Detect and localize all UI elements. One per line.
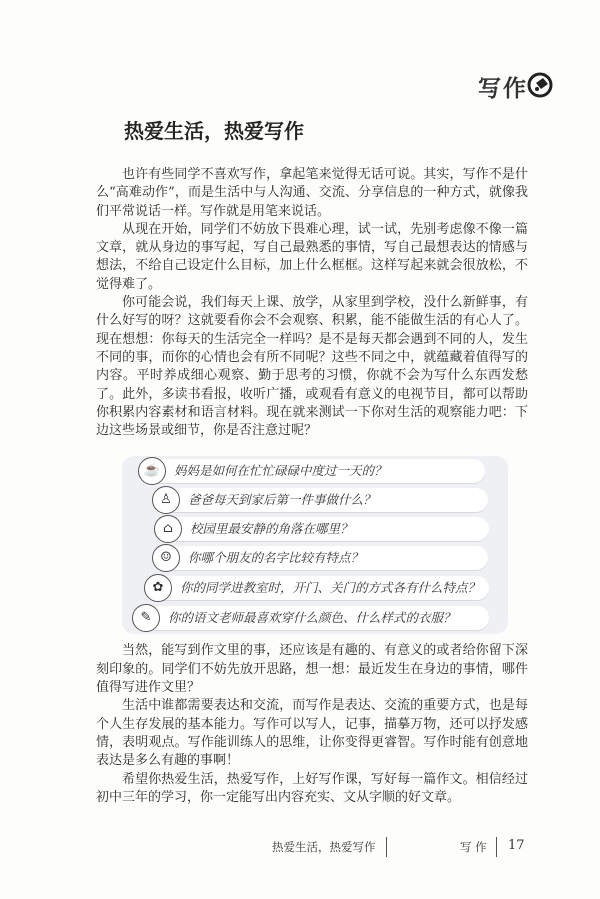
- page-title: 热爱生活，热爱写作: [124, 119, 304, 143]
- paragraph: 你可能会说，我们每天上课、放学，从家里到学校，没什么新鲜事，有什么好写的呀？这就要看你会不会观察、积累，能不能做生活的有心人了。现在想想：你每天的生活完全一样吗？是不是每天都会遇到不同的人，发生不同的事，而你的心情也会有所不同呢？这些不同之中，就蕴藏着值得写的内容。平时养成细心观察、勤于思考的习惯，你就不会为写什么东西发愁了。此外，多读书看报，收听广播，或观看有意义的电视节目，都可以帮助你积累内容素材和语言材料。现在就来测试一下你对生活的观察能力吧：下边这些场景或细节，你是否注意过呢？: [96, 295, 528, 439]
- question-item: ⌂ 校园里最安静的角落在哪里？: [156, 517, 489, 541]
- campus-corner-icon: ⌂: [154, 515, 182, 543]
- writing-section-icon: [527, 72, 553, 98]
- friend-illustration-icon: ☺: [152, 544, 180, 572]
- paragraph: 希望你热爱生活，热爱写作，上好写作课，写好每一篇作文。相信经过初中三年的学习，你一定能写出内容充实、文从字顺的好文章。: [96, 771, 528, 805]
- section-header: 写作: [478, 76, 528, 102]
- door-illustration-icon: ✿: [144, 574, 172, 602]
- question-item: ♙ 爸爸每天到家后第一件事做什么？: [154, 488, 488, 512]
- closing-text: [96, 642, 528, 807]
- father-illustration-icon: ♙: [152, 486, 180, 514]
- footer-section: 写 作: [460, 840, 487, 855]
- question-item: ✿ 你的同学进教室时，开门、关门的方式各有什么特点？: [146, 576, 489, 600]
- paragraph: 也许有些同学不喜欢写作，拿起笔来觉得无话可说。其实，写作不是什么“高难动作”，而是生活中与人沟通、交流、分享信息的一种方式，就像我们平常说话一样。写作就是用笔来说话。: [96, 167, 528, 219]
- question-item: ☕ 妈妈是如何在忙忙碌碌中度过一天的？: [140, 459, 485, 483]
- question-item: ✎ 你的语文老师最喜欢穿什么颜色、什么样式的衣服？: [134, 606, 489, 630]
- footer-divider: [496, 837, 497, 857]
- paragraph: 生活中谁都需要表达和交流，而写作是表达、交流的重要方式，也是每个人生存发展的基本能力。写作可以写人，记事，描摹万物，还可以抒发感情，表明观点。写作能训练人的思维，让你变得更睿智。写作时能有创意地表达是多么有趣的事啊！: [96, 698, 528, 769]
- page-number: 17: [508, 838, 525, 854]
- paragraph: 从现在开始，同学们不妨放下畏难心理，试一试，先别考虑像不像一篇文章，就从身边的事写起，写自己最熟悉的事情，写自己最想表达的情感与想法，不给自己设定什么目标，加上什么框框。这样写起来就会很放松，不觉得难了。: [96, 221, 528, 292]
- question-item: ☺ 你哪个朋友的名字比较有特点？: [154, 546, 488, 570]
- teacher-illustration-icon: ✎: [132, 604, 160, 632]
- questions-panel: [122, 456, 508, 634]
- intro-text: [96, 166, 528, 440]
- page-footer: [96, 837, 528, 859]
- mother-illustration-icon: ☕: [138, 457, 166, 485]
- footer-divider: [386, 837, 387, 857]
- footer-chapter: 热爱生活，热爱写作: [272, 840, 376, 855]
- paragraph: 当然，能写到作文里的事，还应该是有趣的、有意义的或者给你留下深刻印象的。同学们不妨先放开思路，想一想：最近发生在身边的事情，哪件值得写进作文里？: [96, 643, 528, 696]
- page-content: [96, 166, 528, 899]
